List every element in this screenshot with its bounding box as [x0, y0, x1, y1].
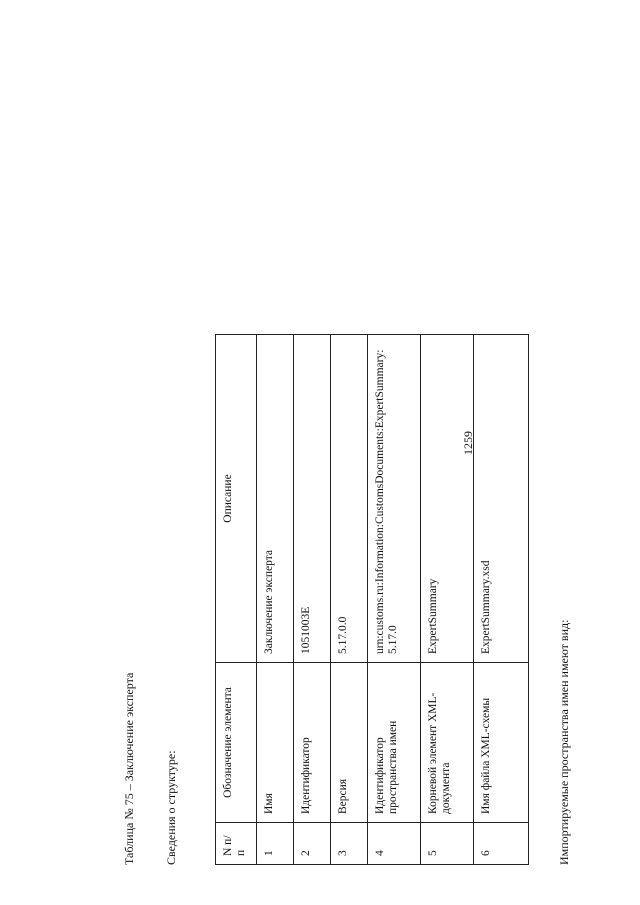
- row-description: urn:customs.ru:Information:CustomsDocuments:ExpertSummary:5.17.0: [368, 335, 421, 663]
- row-number: 1: [257, 823, 294, 865]
- row-description: ExpertSummary.xsd: [474, 335, 529, 663]
- header-element: Обозначение элемента: [216, 663, 257, 823]
- row-number: 6: [474, 823, 529, 865]
- table-row: [257, 335, 294, 865]
- row-element: Идентификатор пространства имен: [368, 663, 421, 823]
- structure-table: [215, 334, 529, 865]
- row-element: Имя файла XML-схемы: [474, 663, 529, 823]
- row-number: 4: [368, 823, 421, 865]
- row-element: Имя: [257, 663, 294, 823]
- row-description: ExpertSummary: [421, 335, 474, 663]
- page-number: 1259: [461, 431, 475, 455]
- row-element: Версия: [331, 663, 368, 823]
- row-element: Идентификатор: [294, 663, 331, 823]
- header-number: N п/п: [216, 823, 257, 865]
- footer-text: Импортируемые пространства имен имеют вид:: [557, 619, 571, 865]
- table-caption: Таблица № 75 – Заключение эксперта: [122, 672, 136, 865]
- row-number: 5: [421, 823, 474, 865]
- row-description: 1051003E: [294, 335, 331, 663]
- table-row: [474, 335, 529, 865]
- table-row: [294, 335, 331, 865]
- rotated-content: [90, 45, 571, 865]
- table-header-row: [216, 335, 257, 865]
- structure-heading: Сведения о структуре:: [164, 750, 178, 865]
- header-description: Описание: [216, 335, 257, 663]
- table-row: [368, 335, 421, 865]
- row-number: 2: [294, 823, 331, 865]
- row-number: 3: [331, 823, 368, 865]
- table-row: [331, 335, 368, 865]
- table-row: [421, 335, 474, 865]
- row-element: Корневой элемент XML-документа: [421, 663, 474, 823]
- row-description: Заключение эксперта: [257, 335, 294, 663]
- row-description: 5.17.0.0: [331, 335, 368, 663]
